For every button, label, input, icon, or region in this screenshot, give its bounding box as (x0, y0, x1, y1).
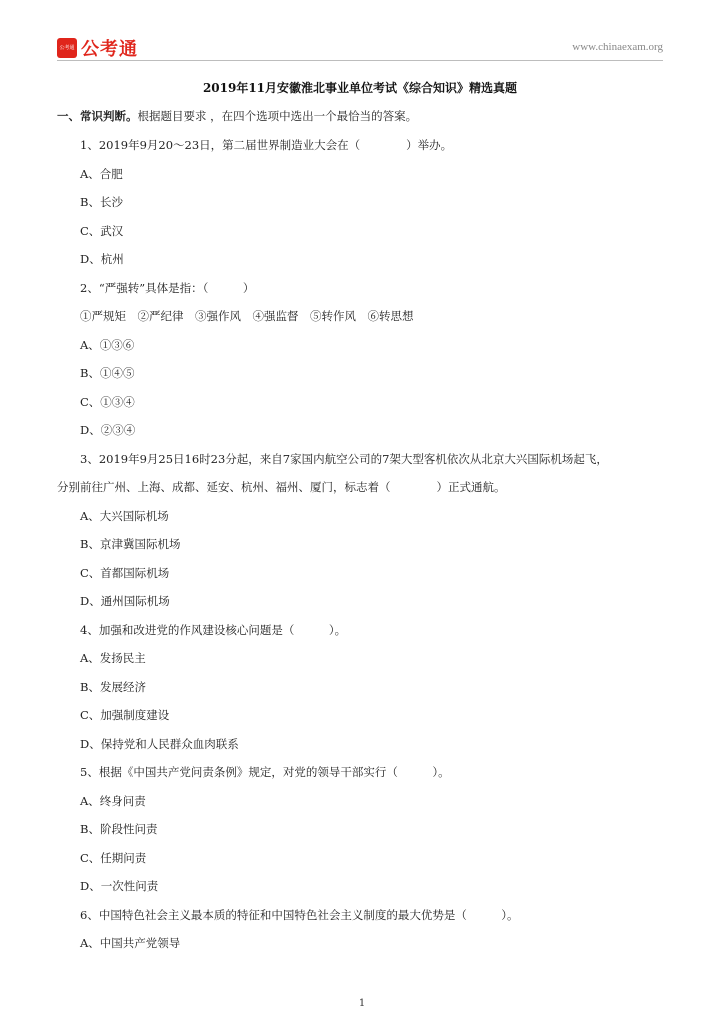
question-2-option-c: C、①③④ (80, 395, 135, 409)
question-5-option-d: D、一次性问责 (80, 879, 159, 893)
question-5-option-b: B、阶段性问责 (80, 822, 158, 836)
question-1-option-c: C、武汉 (80, 224, 124, 238)
question-3-option-c: C、首都国际机场 (80, 566, 170, 580)
question-1-option-b: B、长沙 (80, 195, 123, 209)
question-1-option-a: A、合肥 (80, 167, 123, 181)
question-4-stem: 4、加强和改进党的作风建设核心问题是（ ）。 (80, 623, 347, 637)
question-4-option-a: A、发扬民主 (80, 651, 146, 665)
document-title: 2019年11月安徽淮北事业单位考试《综合知识》精选真题 (202, 81, 518, 95)
section-instruction: 根据题目要求 ，在四个选项中选出一个最恰当的答案。 (137, 109, 418, 123)
question-3-option-b: B、京津冀国际机场 (80, 537, 181, 551)
question-2-stem: 2、“严强转”具体是指：（ ） (80, 281, 255, 295)
question-1-stem: 1、2019年9月20～23日，第二届世界制造业大会在（ ）举办。 (80, 138, 453, 152)
question-3-option-d: D、通州国际机场 (80, 594, 170, 608)
site-url[interactable]: www.chinaexam.org (572, 41, 663, 53)
question-3-stem-continued: 分别前往广州、上海、成都、延安、杭州、福州、厦门，标志着（ ）正式通航。 (57, 480, 506, 494)
question-2-option-a: A、①③⑥ (80, 338, 135, 352)
question-2-items: ①严规矩 ②严纪律 ③强作风 ④强监督 ⑤转作风 ⑥转思想 (80, 309, 414, 323)
question-5-stem: 5、根据《中国共产党问责条例》规定，对党的领导干部实行（ ）。 (80, 765, 450, 779)
site-logo[interactable] (57, 35, 138, 61)
question-1-option-d: D、杭州 (80, 252, 124, 266)
logo-badge-icon: 公考通 (57, 38, 77, 58)
logo-text: 公考通 (81, 39, 138, 60)
question-4-option-c: C、加强制度建设 (80, 708, 170, 722)
question-2-option-b: B、①④⑤ (80, 366, 135, 380)
question-6-option-a: A、中国共产党领导 (80, 936, 181, 950)
page-number: 1 (358, 998, 366, 1009)
page-header (57, 35, 663, 63)
question-5-option-c: C、任期问责 (80, 851, 147, 865)
question-2-option-d: D、②③④ (80, 423, 136, 437)
question-4-option-d: D、保持党和人民群众血肉联系 (80, 737, 239, 751)
question-3-option-a: A、大兴国际机场 (80, 509, 169, 523)
question-4-option-b: B、发展经济 (80, 680, 146, 694)
header-divider (57, 60, 663, 61)
question-5-option-a: A、终身问责 (80, 794, 146, 808)
section-heading (57, 108, 417, 124)
question-6-stem: 6、中国特色社会主义最本质的特征和中国特色社会主义制度的最大优势是（ ）。 (80, 908, 519, 922)
section-title: 一、常识判断。 (57, 109, 138, 123)
question-3-stem: 3、2019年9月25日16时23分起，来自7家国内航空公司的7架大型客机依次从北京大兴国际机场起飞， (80, 452, 608, 466)
